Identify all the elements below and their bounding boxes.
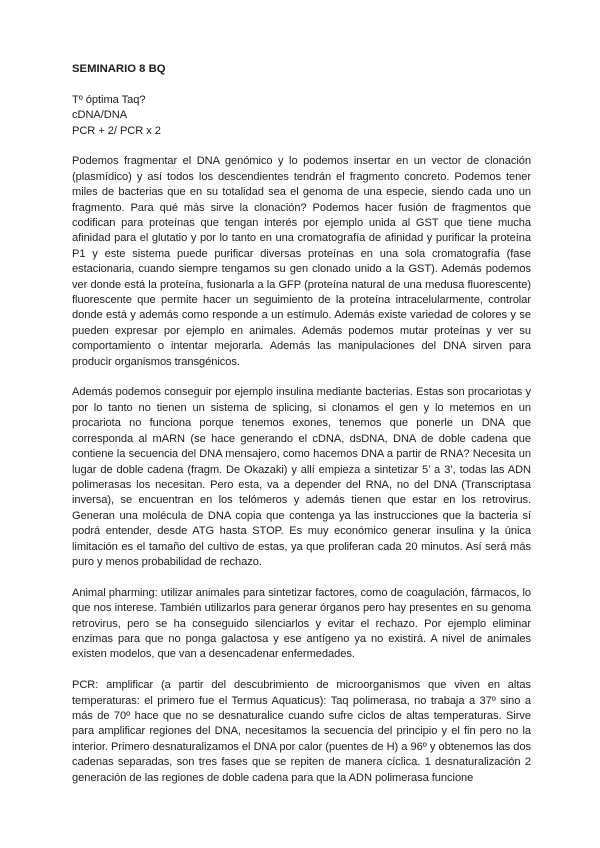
header-line-pcr: PCR + 2/ PCR x 2 xyxy=(72,124,161,137)
paragraph-pcr-amplificacion: PCR: amplificar (a partir del descubrimiento de microorganismos que viven en altas temperaturas: el primero fue el Termus Aquaticus): Taq polimerasa, no trabaja a 37º sino a más de 70º hace que no se desnaturalice cuando sufre ciclos de altas temperaturas. Sirve para amplificar regiones del DNA, necesitamos la secuencia del principio y el fin pero no la interior. Primero desnaturalizamos el DNA por calor (puentes de H) a 96º y obtenemos las dos cadenas separadas, son tres fases que se repiten de manera cíclica. 1 desnaturalización 2 generación de las regiones de doble cadena para que la ADN polimerasa funcione xyxy=(72,679,531,784)
paragraph-clonacion: Podemos fragmentar el DNA genómico y lo podemos insertar en un vector de clonación (plasmídico) y así todos los descendientes tendrán el fragmento concreto. Podemos tener miles de bacterias que en su totalidad sea el genoma de una especie, siendo cada uno un fragmento. Para qué más sirve la clonación? Podemos hacer fusión de fragmentos que codifican para proteínas que tengan interés por ejemplo unida al GST que tiene mucha afinidad para el glutatio y por lo tanto en una cromatografía de afinidad y purificar la proteína P1 y este sistema puede purificar diversas proteínas en una sola cromatografía (fase estacionaria, cuando siempre tengamos su gen clonado unido a la GST). Además podemos ver donde está la proteína, fusionarla a la GFP (proteína natural de una medusa fluorescente) fluorescente que permite hacer un seguimiento de la proteína intracelularmente, controlar donde está y además como responde a un estímulo. Además existe variedad de colores y se pueden expresar por ejemplo en animales. Además podemos mutar proteínas y ver su comportamiento o intentar mejorarla. Además las manipulaciones del DNA sirven para producir organismos transgénicos. xyxy=(72,155,531,368)
header-line-cdna: cDNA/DNA xyxy=(72,109,128,122)
header-line-temperatura: Tº óptima Taq? xyxy=(72,93,146,106)
paragraph-animal-pharming: Animal pharming: utilizar animales para sintetizar factores, como de coagulación, fármacos, lo que nos interese. También utilizarlos para generar órganos pero hay presentes en su genoma retrovirus, pero se ha conseguido silenciarlos y evitar el rechazo. Por ejemplo eliminar enzimas para que no ponga galactosa y ese antígeno ya no existirá. A nivel de animales existen modelos, que van a desencadenar enfermedades. xyxy=(72,586,531,661)
header-lines xyxy=(72,93,531,139)
paragraph-insulina-bacterias: Además podemos conseguir por ejemplo insulina mediante bacterias. Estas son procariotas y por lo tanto no tienen un sistema de splicing, si clonamos el gen y lo metemos en un procariota no funciona porque tenemos exones, tenemos que ponerle un DNA que corresponda al mARN (se hace generando el cDNA, dsDNA, DNA de doble cadena que contiene la secuencia del DNA mensajero, como hacemos DNA a partir de RNA? Necesita un lugar de doble cadena (fragm. De Okazaki) y allí empieza a sintetizar 5’ a 3’, todas las ADN polimerasas los necesitan. Pero esta, va a depender del RNA, no del DNA (Transcriptasa inversa), se encuentran en los telómeros y además tienen que estar en los retrovirus. Generan una molécula de DNA copia que contenga ya las instrucciones que la bacteria sí podrá entender, desde ATG hasta STOP. Es muy económico generar insulina y la única limitación es el tamaño del cultivo de estas, ya que proliferan cada 20 minutos. Así será más puro y menos probabilidad de rechazo. xyxy=(72,386,531,568)
document-title: SEMINARIO 8 BQ xyxy=(72,63,166,75)
